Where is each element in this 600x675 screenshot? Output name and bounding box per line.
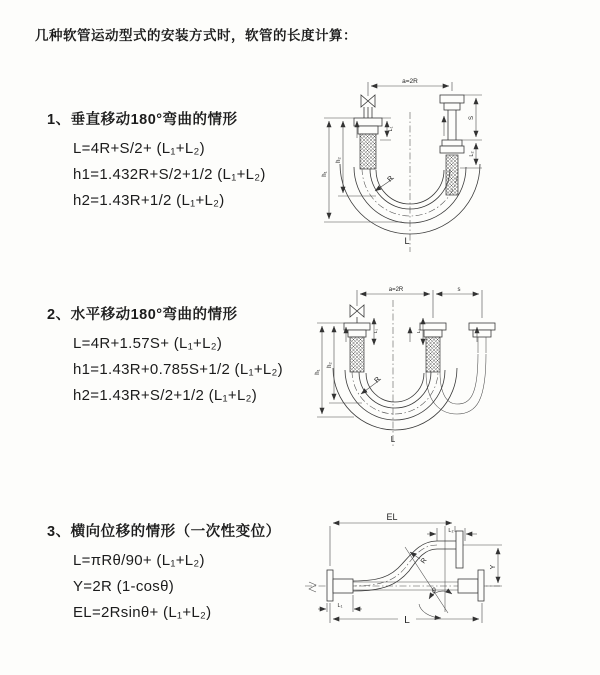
braided-section — [426, 337, 440, 372]
diagram-3-lateral-displacement — [298, 500, 598, 640]
formula-line: Y=2R (1-cosθ) — [73, 578, 175, 595]
braided-section — [360, 134, 376, 169]
formula-line: h1=1.432R+S/2+1/2 (L₁+L₂) — [73, 166, 266, 183]
hose-s-curve — [350, 541, 437, 591]
dim-label-h2: h₂ — [336, 157, 342, 163]
dim-label-l2: L₂ — [469, 151, 475, 157]
dim-label-l-length: L — [390, 435, 396, 444]
dim-label-el: EL — [386, 512, 398, 522]
radius-callout — [375, 175, 395, 191]
dim-l2 — [427, 528, 477, 541]
dim-label-h1: h₁ — [322, 171, 328, 177]
dim-s-travel — [436, 287, 479, 294]
formula-line: L=πRθ/90+ (L₁+L₂) — [73, 552, 205, 569]
diagram-2-horizontal-180-bend — [312, 285, 597, 455]
formula-line: h2=1.43R+S/2+1/2 (L₁+L₂) — [73, 387, 258, 404]
dim-label-r: R — [386, 174, 395, 184]
dim-label-s: S — [469, 115, 475, 121]
formula-line: h2=1.43R+1/2 (L₁+L₂) — [73, 192, 225, 209]
dim-label-y: Y — [490, 564, 497, 570]
angle-label-theta: θ — [432, 588, 436, 595]
radius-callout — [361, 376, 382, 394]
section-2 — [35, 303, 283, 409]
section-3 — [35, 520, 281, 626]
hose-u-shape-position-1 — [333, 368, 457, 430]
dim-label-l-length: L — [404, 236, 410, 246]
formula-line: L=4R+1.57S+ (L₁+L₂) — [73, 335, 223, 352]
valve-icon — [350, 305, 364, 323]
formula-line: h1=1.43R+0.785S+1/2 (L₁+L₂) — [73, 361, 283, 378]
angle-theta — [419, 588, 452, 618]
section-2-heading: 2、水平移动180°弯曲的情形 — [47, 307, 238, 323]
left-pipe — [344, 323, 370, 372]
page-title: 几种软管运动型式的安装方式时，软管的长度计算： — [35, 28, 357, 43]
dim-a2r — [368, 78, 452, 96]
dim-a2r — [357, 287, 482, 318]
braided-section — [350, 337, 364, 372]
dim-el — [330, 512, 455, 566]
left-flange — [327, 570, 353, 601]
right-pipe — [440, 95, 464, 195]
construction-lines — [405, 526, 448, 613]
formula-line: L=4R+S/2+ (L₁+L₂) — [73, 140, 205, 157]
dim-l1 — [318, 595, 362, 612]
dim-label-h1: h₁ — [315, 369, 321, 375]
dim-label-l1: L₁ — [337, 603, 343, 609]
upper-right-flange — [437, 531, 463, 568]
dim-label-r: R — [419, 556, 429, 566]
section-3-heading: 3、横向位移的情形（一次性变位） — [47, 524, 281, 540]
dim-label-s: s — [457, 287, 461, 293]
dim-label-l2: L₂ — [448, 528, 454, 534]
dim-label-a2r: a=2R — [388, 287, 404, 293]
break-mark — [309, 582, 316, 592]
dim-label-l1: L₁ — [388, 126, 394, 132]
dim-label-h2: h₂ — [327, 362, 333, 368]
dim-label-r: R — [373, 375, 382, 385]
dim-label-a2r: a=2R — [402, 78, 418, 85]
dim-s — [462, 95, 482, 140]
section-1-heading: 1、垂直移动180°弯曲的情形 — [47, 112, 238, 128]
right-pipe — [469, 323, 495, 353]
formula-line: EL=2Rsinθ+ (L₁+L₂) — [73, 604, 212, 621]
dim-label-l1: L₁ — [417, 328, 422, 334]
valve-icon — [361, 95, 375, 118]
diagram-1-vertical-180-bend — [312, 70, 597, 260]
section-1 — [35, 108, 266, 214]
dim-l1-position-2 — [416, 318, 423, 345]
dim-label-l-length: L — [404, 615, 410, 626]
braided-section — [446, 155, 458, 195]
middle-pipe — [410, 323, 446, 372]
lower-right-flange — [458, 570, 484, 601]
dim-h1-outer — [315, 326, 354, 417]
dim-label-l1: L₁ — [374, 328, 379, 334]
dim-l1-position-1 — [373, 318, 379, 345]
